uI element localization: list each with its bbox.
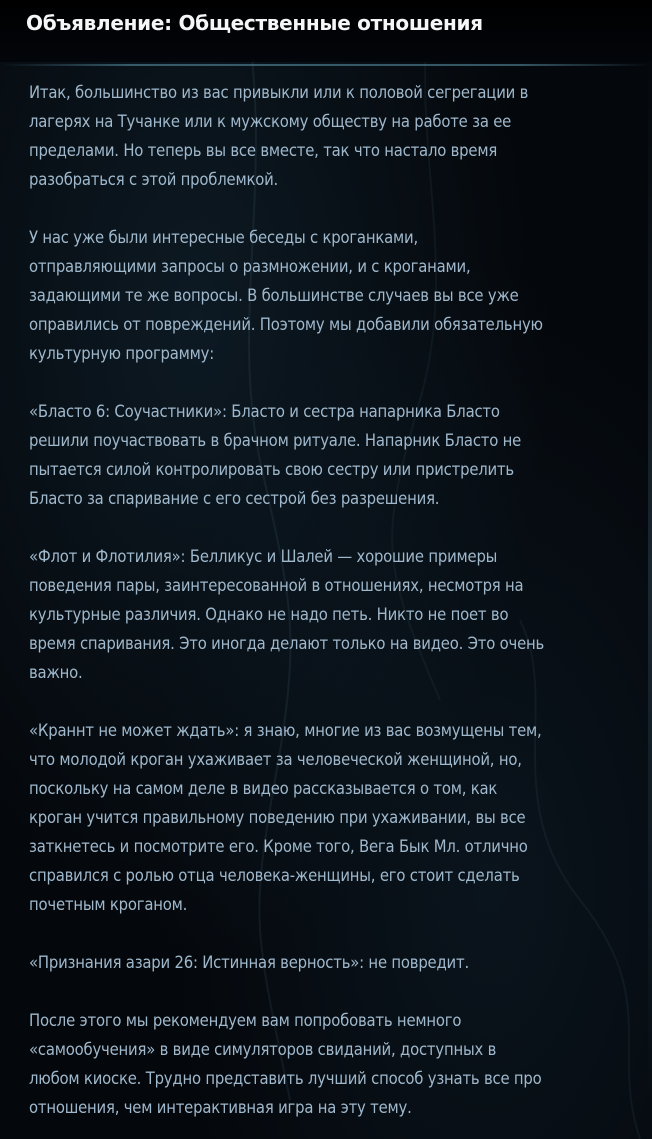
- paragraph-program: У нас уже были интересные беседы с кроганками, отправляющими запросы о размножении, и с кроганами, задающими те же вопросы. В большинстве случаев вы все уже оправились от повреждений. Поэтому мы добавили обязательную культурную программу:: [29, 228, 543, 363]
- scrollbar-track[interactable]: [648, 40, 652, 1100]
- title-divider: [0, 64, 652, 66]
- title-bar: [0, 0, 652, 62]
- paragraph-krannt: «Краннт не может ждать»: я знаю, многие из вас возмущены тем, что молодой кроган ухаживает за человеческой женщиной, но, поскольку на самом деле в видео рассказывается о том, как кроган учится правильному поведению при ухаживании, вы все заткнетесь и посмотрите его. Кроме того, Вега Бык Мл. отлично справился с ролью отца человека-женщины, его стоит сделать почетным кроганом.: [29, 721, 542, 914]
- paragraph-asari: «Признания азари 26: Истинная верность»: не повредит.: [29, 953, 469, 972]
- page-title: Объявление: Общественные отношения: [26, 11, 483, 35]
- paragraph-blasto: «Бласто 6: Соучастники»: Бласто и сестра напарника Бласто решили поучаствовать в брачном ритуале. Напарник Бласто не пытается силой контролировать свою сестру или пристрелить Бласто за спаривание с его сестрой без разрешения.: [29, 402, 522, 508]
- paragraph-fleet-flotilla: «Флот и Флотилия»: Белликус и Шалей — хорошие примеры поведения пары, заинтересованной в отношениях, несмотря на культурные различия. Однако не надо петь. Никто не поет во время спаривания. Это иногда делают только на видео. Это очень важно.: [29, 547, 545, 682]
- paragraph-intro: Итак, большинство из вас привыкли или к половой сегрегации в лагерях на Тучанке или к мужскому обществу на работе за ее пределами. Но теперь вы все вместе, так что настало время разобраться с этой проблемкой.: [29, 83, 529, 189]
- paragraph-self-study: После этого мы рекомендуем вам попробовать немного «самообучения» в виде симуляторов свиданий, доступных в любом киоске. Трудно представить лучший способ узнать все про отношения, чем интерактивная игра на эту тему.: [29, 1011, 542, 1117]
- announcement-body: [29, 78, 637, 1139]
